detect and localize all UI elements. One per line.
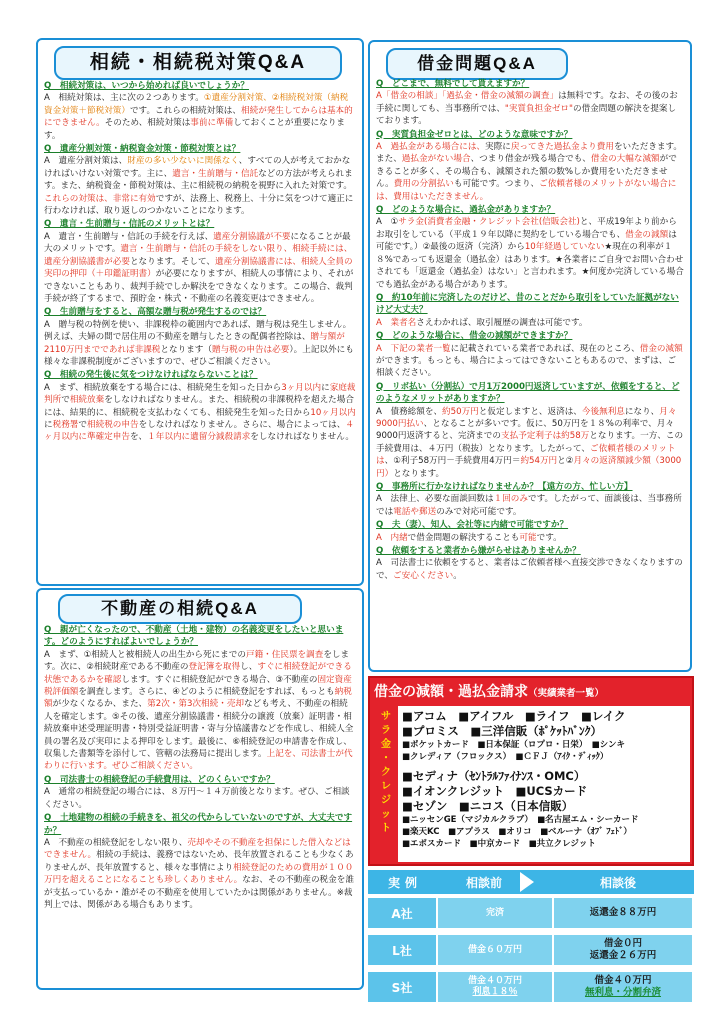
answer-segment: に — [44, 419, 53, 430]
answer-segment: 月々の返済額減少額（3000円） — [376, 456, 682, 479]
answer-segment: A 遺言・生前贈与・信託の手続を行えば、 — [44, 231, 214, 242]
answer-segment: をしなければなりません。さらに、場合によっては、 — [138, 419, 346, 430]
answer-segment: なども考え、不動産の相続人を確定します。⑤その後、遺産分割協議書・相続分の譲渡（放棄）証明書・相続放棄申述受理証明書・特別受益証明書・寄与分協議書などを作成し、相続人全員の署名及び実印による押印をします。最後に、⑥相続登記の申請書を作成し、収集した書類等を添付して、管轄の法務局に提出します。 — [44, 699, 354, 760]
company-row: ■セゾン ■ニコス（日本信販） — [402, 799, 574, 813]
answer-segment: 支払予定利子は約58万 — [501, 431, 590, 442]
answer — [376, 216, 684, 290]
answer-segment: で — [78, 419, 88, 430]
company-row: ■クレディア（フロックス） ■ＣＦＪ（ｱｲｸ・ﾃﾞｨｯｸ） — [402, 752, 609, 762]
question: Q リボ払い（分割払）で月1万2000円返済していますが、依頼をすると、どのようなメリットがありますか？ — [376, 381, 680, 405]
answer — [376, 493, 684, 518]
answer-segment: 過払金がない場合 — [401, 154, 471, 165]
shakkin-title: 借金問題Q&A — [386, 48, 568, 80]
answer-segment: そのため、相続対策は — [104, 118, 191, 129]
question: Q 相続の発生後に気をつけなければならないことは？ — [44, 370, 258, 381]
question: Q 親が亡くなったので、不動産（土地・建物）の名義変更をしたいと思います。どのようにすればよいでしょうか？ — [44, 625, 344, 648]
answer-segment: 財産の多い少ないに関係なく — [127, 156, 239, 167]
answer-segment: の借金問題の解決を提案しております。 — [376, 103, 677, 127]
after-cell — [554, 935, 692, 965]
after-value: 返還金２６万円 — [589, 950, 657, 961]
answer-segment: ）。上記以外にも様々な非課税制度がございますので、ぜひご相談ください。 — [44, 344, 354, 367]
after-value: 返還金８８万円 — [589, 907, 657, 918]
company-row: ■イオンクレジット ■UCSカード — [402, 784, 588, 798]
jirei-row — [368, 933, 694, 967]
answer-segment: 今後無利息 — [581, 406, 625, 417]
question: Q 生前贈与をすると、高額な贈与税が発生するのでは？ — [44, 307, 267, 318]
souzoku-title: 相続・相続税対策Q&A — [54, 46, 342, 80]
answer-segment: 。 — [453, 570, 462, 581]
answer-segment: ★現在の利率が１８%であっても返還金（過払金）はあります。★各業者にご自身でお問い合わせされても「返還金（過払金）はない」と言われます。★何度か完済している場合でも過払金がある場合があります。 — [376, 242, 684, 290]
company-row: ■楽天KC ■アプラス ■オリコ ■ベルーナ（ｵﾌﾞ ﾌｪﾄﾞ） — [402, 827, 632, 837]
question: Q 司法書士の相続登記の手続費用は、どのくらいですか？ — [44, 774, 275, 785]
arrow-right-icon — [520, 872, 534, 892]
answer-segment: などの方法が考えられます。また、納税資金・節税対策は、主に相続税の納税を視野に入れた対策です。 — [44, 168, 353, 192]
answer-segment: で — [61, 395, 70, 406]
answer-segment: これらの対策は、非常に有効 — [44, 193, 156, 204]
after-value: 無利息・分割弁済 — [584, 987, 661, 998]
company-name: L社 — [368, 935, 436, 965]
answer — [376, 141, 684, 203]
answer-segment: なお、その不動産の税金を誰が支払っているか・誰がその不動産を使用していたかは関係がありません。※裁判上では、関係がある場合もあります。 — [44, 875, 354, 910]
answer-segment: になることが最大のメリットです。 — [44, 231, 351, 255]
answer — [376, 343, 684, 380]
after-cell — [554, 972, 692, 1002]
answer-segment: に記載されている業者であれば、現在のところ、 — [450, 343, 640, 354]
answer-segment: が必要になりますが、相続人の事情により、それができないこともあり、裁判手続でしか解決をできなくなります。この場合、裁判手続が終了するまで、預貯金・株式・不動産の名義変更はできません。 — [44, 269, 354, 304]
answer-segment: をします。次に、②相続財産である不動産の — [44, 649, 350, 673]
answer-segment: ご安心ください — [393, 570, 454, 581]
side-char: ・ — [381, 753, 391, 764]
answer-segment: 固定資産税評価額 — [44, 674, 352, 698]
answer-segment: 10ヶ月以内 — [310, 407, 356, 418]
answer-segment: 遺言・生前贈与・信託の手続をしない限り、相続手続には、遺産分割協議書が必要 — [44, 244, 353, 267]
before-cell — [438, 898, 552, 928]
genkaku-company-list — [398, 706, 690, 862]
answer-segment: A まず、①相続人と被相続人の出生から死にまでの — [44, 649, 246, 660]
side-char: 金 — [381, 739, 391, 750]
answer-segment: A 過払金がある場合には、 — [376, 142, 486, 153]
answer-segment: A 内緒 — [376, 532, 408, 543]
answer-segment: 、①利子58万円－手続費用4万円＝ — [384, 456, 521, 467]
answer-segment: をいただきます。また、 — [376, 142, 683, 165]
answer-segment: も可能です。つまり、 — [453, 179, 540, 190]
answer — [44, 382, 356, 444]
answer-segment: と、平成19年より前からお取引をしている（平成１９年以降に契約をしている場合でも、 — [376, 217, 677, 240]
answer-segment: 遺産分割協議が不要 — [213, 231, 291, 242]
question: Q どこまで、無料でして貰えますか？ — [376, 79, 530, 89]
answer-segment: A 遺産分割対策は、 — [44, 156, 128, 167]
answer-segment: A 相続対策は、主に次の２つあります。 — [44, 93, 204, 104]
answer-segment: A 不動産の相続登記をしない限り、 — [44, 837, 188, 848]
answer-segment: 借金の減額 — [639, 343, 683, 354]
answer-segment: は可能です。）②最後の返済（完済）から — [376, 229, 677, 253]
company-row: ■エポスカード ■中京カード ■共立クレジット — [402, 839, 596, 849]
answer-segment: になり、 — [624, 406, 660, 417]
after-value: 借金０円 — [603, 938, 642, 949]
answer-segment: となります（ — [160, 344, 212, 355]
answer-segment: 第2次・第3次相続・売却 — [147, 699, 245, 710]
answer-segment: ができることが多く、その場合も、減額された額の数%しか費用をいただきません。 — [376, 154, 677, 190]
genkaku-title: 借金の減額・過払金請求（実績業者一覧） — [374, 684, 605, 700]
answer-segment: が少なくなるか、また、 — [52, 699, 148, 710]
answer-segment: のみで対応可能です。 — [436, 506, 522, 517]
answer-segment: 贈与税の申告は必要 — [211, 344, 290, 355]
answer-segment: ①遺産分割対策、②相続税対策（納税資金対策＋節税対策） — [44, 93, 349, 116]
fudousan-qa-list — [44, 624, 356, 912]
answer-segment: サラ金(消費者金融・クレジット会社(信販会社) — [398, 217, 580, 228]
answer-segment: で借金問題の解決することも — [407, 532, 520, 543]
side-char: ッ — [381, 809, 391, 820]
fudousan-title: 不動産の相続Q&A — [58, 594, 302, 624]
answer-segment: と仮定しますと、返済は、 — [478, 406, 582, 417]
answer-segment: 遺言・生前贈与・信託 — [172, 168, 259, 179]
answer-segment: ができます。もっとも、場合によってはできないこともあるので、まずは、ご相談ください。 — [376, 355, 676, 379]
answer-segment: をしなければなりません。また、相続税の非課税枠を超えた場合には、結果的に、相続税を支払わなくても、相続発生を知った日から — [44, 395, 354, 418]
answer-segment: 10年経過していない — [524, 242, 605, 253]
before-value: 利息１８％ — [472, 987, 518, 997]
answer-segment: A 司法書士に依頼をすると、業者はご依頼者様へ直接交渉できなくなりますので、 — [376, 558, 683, 581]
answer-segment: です。 — [536, 532, 562, 543]
souzoku-qa-list — [44, 80, 356, 445]
answer-segment: 、つまり借金が残る場合でも、 — [470, 154, 591, 165]
before-value: 完済 — [485, 907, 504, 918]
answer-segment: 相続の手続は、義務ではないため、長年放置されることも少なくありませんが、長年放置すると、様々な事情により — [44, 850, 354, 873]
company-row: ■プロミス ■三洋信販（ﾎﾟｹｯﾄﾊﾞﾝｸ） — [402, 724, 602, 738]
answer-segment: 戻ってきた過払金より費用 — [510, 142, 614, 153]
answer-segment: 借金の減額 — [625, 229, 669, 240]
answer-segment: を調査します。さらに、④どのように相続登記をすれば、もっとも — [78, 687, 335, 698]
answer-segment: 電話や郵送 — [393, 506, 437, 517]
answer-segment: 相続税の申告 — [87, 419, 139, 430]
answer-segment: 売却やその不動産を担保にした借入などはできません。 — [44, 837, 351, 861]
question: Q 約10年前に完済したのだけど、昔のことだから取引をしていた証拠がないけど大丈夫？ — [376, 292, 679, 316]
answer-segment: となります。 — [393, 468, 445, 479]
answer-segment: となります。そして、 — [129, 256, 216, 267]
answer-segment: 借金の大幅な減額 — [590, 154, 660, 165]
jirei-header-after: 相談後 — [600, 876, 637, 890]
answer-segment: A 法律上、必要な面談回数は — [376, 494, 494, 505]
question: Q 遺言・生前贈与・信託のメリットとは？ — [44, 219, 215, 230]
answer-segment: すぐに相続登記ができる状態であるかを確認 — [44, 662, 352, 685]
answer-segment: 実際に — [485, 142, 511, 153]
side-char: ジ — [381, 795, 391, 806]
answer-segment: をしなければなりません。 — [250, 432, 354, 443]
answer-segment: ご依頼者様のメリットは — [376, 443, 676, 467]
question: Q どのような場合に、借金の減額ができますか？ — [376, 331, 573, 342]
answer-segment: 月々9000円払い — [376, 406, 677, 429]
jirei-row — [368, 896, 694, 930]
answer-segment: です。したがって、面談後は、当事務所では — [376, 494, 682, 517]
answer-segment: 、となることが多いです。仮に、50万円を１８%の利率で、月々9000円返済すると、完済までの — [376, 418, 674, 442]
fudousan-panel — [36, 588, 364, 990]
answer-segment: 納税額 — [44, 687, 352, 710]
answer-segment: を、 — [129, 432, 148, 443]
answer — [44, 92, 356, 142]
after-value: 借金４０万円 — [594, 975, 652, 986]
after-cell — [554, 898, 692, 928]
answer-segment: さえわかれば、取引履歴の調査は可能です。 — [416, 317, 588, 328]
answer-segment: "実質負担金ゼロ" — [504, 103, 573, 114]
answer-segment: 家庭裁判所 — [44, 382, 356, 406]
answer — [44, 649, 356, 773]
jirei-header-before: 相談前 — [466, 876, 503, 890]
answer-segment: 贈与額が2110万円までであれば非課税 — [44, 332, 345, 355]
jirei-header-label: 実例 — [388, 876, 423, 890]
answer-segment: しておくことが重要になります。 — [44, 118, 346, 141]
genkaku-side-text — [376, 710, 396, 836]
answer-segment: A 通常の相続登記の場合には、８万円～１４万前後となります。ぜひ、ご相談ください。 — [44, 787, 350, 810]
genkaku-panel — [368, 676, 694, 866]
answer-segment: 可能 — [519, 532, 537, 543]
question: Q 遺産分割対策・納税資金対策・節税対策とは？ — [44, 144, 241, 155]
answer-segment: 費用の分割払い — [393, 179, 454, 190]
answer-segment: A 債務総額を、 — [376, 406, 443, 417]
answer-segment: 、すべての人が考えておかなければいけない対策です。主に、 — [44, 156, 351, 179]
before-value: 借金６０万円 — [467, 944, 522, 955]
company-row: ■セディナ（ｾﾝﾄﾗﾙﾌｧｲﾅﾝｽ・OMC） — [402, 769, 586, 783]
answer-segment: します。すぐに相続登記ができる場合、③不動産の — [121, 674, 318, 685]
jirei-row — [368, 970, 694, 1004]
before-cell — [438, 972, 552, 1002]
answer-segment: 遺産分割協議書には、相続人全員の実印の押印（＋印鑑証明書） — [44, 256, 353, 280]
shakkin-panel — [368, 40, 692, 672]
company-row: ■ニッセンGE（マジカルクラブ） ■名古屋エム・シーカード — [402, 815, 639, 825]
answer-segment: A ① — [376, 217, 399, 228]
answer-segment: と② — [557, 456, 574, 467]
question: Q 相続対策は、いつから始めれば良いでしょうか？ — [44, 81, 249, 91]
answer — [44, 319, 356, 369]
answer-segment: 登記簿を取得 — [188, 662, 241, 673]
answer-segment: 上記を、司法書士が代わりに行います。ぜひご相談ください。 — [44, 749, 353, 772]
company-name: S社 — [368, 972, 436, 1002]
before-cell — [438, 935, 552, 965]
company-name: A社 — [368, 898, 436, 928]
side-char: ク — [381, 767, 391, 778]
souzoku-panel — [36, 38, 364, 586]
answer-segment: 税務署 — [52, 419, 79, 430]
answer-segment: です。これらの相続対策は、 — [129, 105, 241, 116]
answer — [44, 837, 356, 911]
answer-segment: となります。一方、この手続費用は、４万円（税抜）となります。したがって、 — [376, 431, 684, 454]
answer-segment: １年以内に遺留分減殺請求 — [147, 432, 251, 443]
answer — [44, 786, 356, 811]
answer-segment: 相続放棄 — [69, 395, 105, 406]
shakkin-qa-list — [376, 78, 684, 583]
answer-segment: ご依頼者様のメリットがない場合には、費用はいただきません。 — [376, 179, 677, 202]
answer — [44, 155, 356, 217]
answer-segment: A 下記の業者一覧 — [376, 343, 451, 354]
side-char: レ — [381, 781, 391, 792]
answer-segment: 約50万円 — [442, 406, 479, 417]
company-row: ■アコム ■アイフル ■ライフ ■レイク — [402, 709, 626, 723]
question: Q 土地建物の相続の手続きを、祖父の代からしていないのですが、大丈夫ですか？ — [44, 813, 353, 836]
answer — [376, 90, 684, 127]
answer-segment: 戸籍・住民票を調査 — [245, 649, 324, 660]
answer-segment: A まず、相続放棄をする場合には、相続発生を知った日から — [44, 382, 282, 393]
answer — [376, 317, 684, 329]
answer-segment: に — [321, 382, 330, 393]
jirei-header — [368, 870, 694, 894]
before-value: 借金４０万円 — [467, 976, 522, 986]
answer-segment: し、 — [240, 662, 258, 673]
question: Q どのような場合に、過払金がありますか？ — [376, 205, 556, 216]
question: Q 事務所に行かなければなりませんか？【遠方の方、忙しい方】 — [376, 482, 633, 492]
answer-segment: 相続が発生してからは基本的にできません。 — [44, 105, 353, 129]
side-char: ト — [381, 823, 391, 834]
answer — [376, 532, 684, 544]
answer-segment: １回のみ — [493, 494, 528, 505]
answer — [44, 231, 356, 305]
question: Q 依頼をすると業者から嫌がらせはありませんか？ — [376, 546, 581, 557]
answer-segment: は無料です。なお、その後のお手続に関しても、当事務所では、 — [376, 91, 678, 114]
side-char: ラ — [381, 725, 391, 736]
answer-segment: A 業者名 — [376, 317, 417, 328]
answer-segment: ですが、法務上、税務上、十分に気をつけて適正に行わなければ、取り返しのつかないことになります。 — [44, 193, 354, 217]
answer-segment: A「借金の相談」「過払金・借金の減額の調査」 — [376, 91, 559, 102]
answer-segment: ４ヶ月以内に準確定申告 — [44, 419, 354, 443]
company-row: ■ポケットカード ■日本保証（ロプロ・日栄） ■シンキ — [402, 740, 625, 750]
answer-segment: 相続登記のための費用が１００万円を超えることになることも珍しくありません。 — [44, 862, 354, 886]
question: Q 実質負担金ゼロとは、どのような意味ですか？ — [376, 129, 573, 140]
answer — [376, 557, 684, 582]
jirei-table — [368, 870, 694, 1018]
question: Q 夫（妻）、知人、会社等に内緒で可能ですか？ — [376, 520, 569, 531]
side-char: サ — [381, 711, 391, 722]
answer-segment: 事前に準備 — [190, 118, 234, 129]
answer-segment: 約54万円 — [520, 456, 558, 467]
answer — [376, 406, 684, 480]
answer-segment: A 贈与税の特例を使い、非課税枠の範囲内であれば、贈与税は発生しません。例えば、夫婦の間で居住用の不動産を贈与したときの配偶者控除は、 — [44, 319, 352, 343]
answer-segment: 3ヶ月以内 — [281, 382, 322, 393]
